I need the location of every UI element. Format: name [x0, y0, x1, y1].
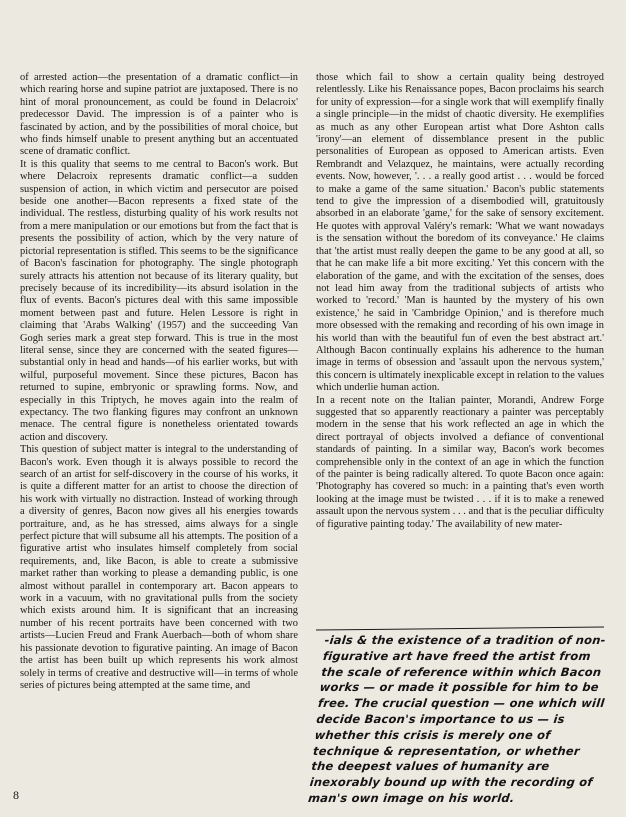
left-text-column	[20, 72, 298, 692]
paragraph: It is this quality that seems to me central to Bacon's work. But where Delacroix represents dramatic conflict—a sudden suspension of action, in which victim and persecutor are poised beside one another—Bacon represents a fixed state of the individual. The restless, disturbing quality of his work results not from a mere manipulation or our emotions but from the fact that is presents the possibility of action, which by the very nature of pictorial representation is stifled. This seems to be the significance of Bacon's fascination for photography. The single photograph surely attracts his attention not because of its literary quality, but precisely because of its incredibility—its absurd isolation in the flux of events. Bacon's pictures deal with this same impossible moment between past and future. Helen Lessore is right in claiming that 'Arabs Walking' (1957) and the succeeding Van Gogh series mark a great step forward. This is true in the most literal sense, since they are concerned with the seated figures—substantial only in head and hands—of his earlier works, but with wilful, purposeful movement. Since these pictures, Bacon has returned to supine, embryonic or sprawling forms. Now, and especially in this Triptych, he moves again into the realm of expectancy. The two flanking figures may confront an unknown menace. The central figure is nonetheless orientated towards action and discovery.	[20, 158, 298, 443]
handwritten-note: -ials & the existence of a tradition of non-figurative art have freed the artist from the scale of reference within which Bacon works — or made it possible for him to be free. The crucial question — one which will decide Bacon's importance to us — is whether this crisis is merely one of technique & representation, or whether the deepest values of humanity are inexorably bound up with the recording of man's own image on his world.	[307, 633, 607, 805]
paragraph: those which fail to show a certain quality being destroyed relentlessly. Like his Renaissance popes, Bacon proclaims his search for unity of expression—for a single work that will exemplify finally a single principle—in the midst of chaotic diversity. He exemplifies as much as any other European artist what Dore Ashton calls 'irony'—an element of dissemblance present in the public personalities of European as opposed to American artists. Even Rembrandt and Velazquez, he maintains, were actually recording events. Now, however, '. . . a really good artist . . . would be forced to make a game of the same situation.' Bacon's public statements tend to give the impression of a disembodied will, gratuitously absorbed in an elaborate 'game,' for the sake of sensory excitement. He quotes with approval Valéry's remark: 'What we want nowadays is the sensation without the boredom of its conveyance.' He claims that 'the artist must really deepen the game to be any good at all, so that he can make life a bit more exciting.' Yet this concern with the elaboration of the game, and with the excitation of the senses, does not lead him away from the traditional subjects of artists who worked to 'record.' 'Man is haunted by the mystery of his own existence,' he said in 'Cambridge Opinion,' and is therefore much more obsessed with the remaking and recording of his own image in his world than with the beautiful fun of even the best abstract art.' Although Bacon continually explains his adherence to the human image in terms of obsession and 'assault upon the nervous system,' this concern is ultimately inexplicable except in relation to the values which underlie human action.	[316, 72, 604, 394]
page-number: 8	[13, 788, 19, 802]
paragraph: This question of subject matter is integral to the understanding of Bacon's work. Even though it is always possible to record the search of an artist for self-discovery in the course of his works, it is quite a different matter for an artist to choose the direction of his work with virtually no distraction. Instead of working through a diversity of genres, Bacon now gives all his energies towards portraiture, and, as he has stressed, aims always for a single perfect picture that will subsume all his attempts. The position of a figurative artist who insulates himself completely from social requirements, and, like Bacon, is able to create a submissive market rather than working to please a demanding public, is one almost without parallel in contemporary art. Bacon appears to work in a vacuum, with no gravitational pulls from the society which exists around him. It is significant that an increasing number of his recent portraits have been concerned with two artists—Lucien Freud and Frank Auerbach—both of whom share his passionate devotion to figurative painting. An image of Bacon the artist has been built up which represents his work almost solely in terms of creative and destructive will—in terms of whole series of pictures being attempted at the same time, and	[20, 444, 298, 691]
paragraph: In a recent note on the Italian painter, Morandi, Andrew Forge suggested that so apparently reactionary a painter was perceptably modern in the sense that his work reflected an age in which the direct portrayal of objects involved a defiance of conventional standards of painting. In a similar way, Bacon's work becomes comprehensible only in the context of an age in which the function of the painter is being radically altered. To quote Bacon once again: 'Photography has covered so much: in a painting that's even worth looking at the image must be twisted . . . if it is to make a renewed assault upon the nervous system . . . and that is the peculiar difficulty of figurative painting today.' The availability of new mater-	[316, 394, 604, 530]
printed-text	[316, 72, 604, 628]
paragraph: of arrested action—the presentation of a dramatic conflict—in which rearing horse and supine patriot are juxtaposed. There is no hint of moral pronouncement, as could be found in Delacroix' predecessor David. The impression is of a painter who is fascinated by action, and by the possibilities of moral choice, but who finds himself unable to present anything but an accentuated scene of dramatic conflict.	[20, 72, 298, 158]
right-text-column	[307, 72, 607, 813]
